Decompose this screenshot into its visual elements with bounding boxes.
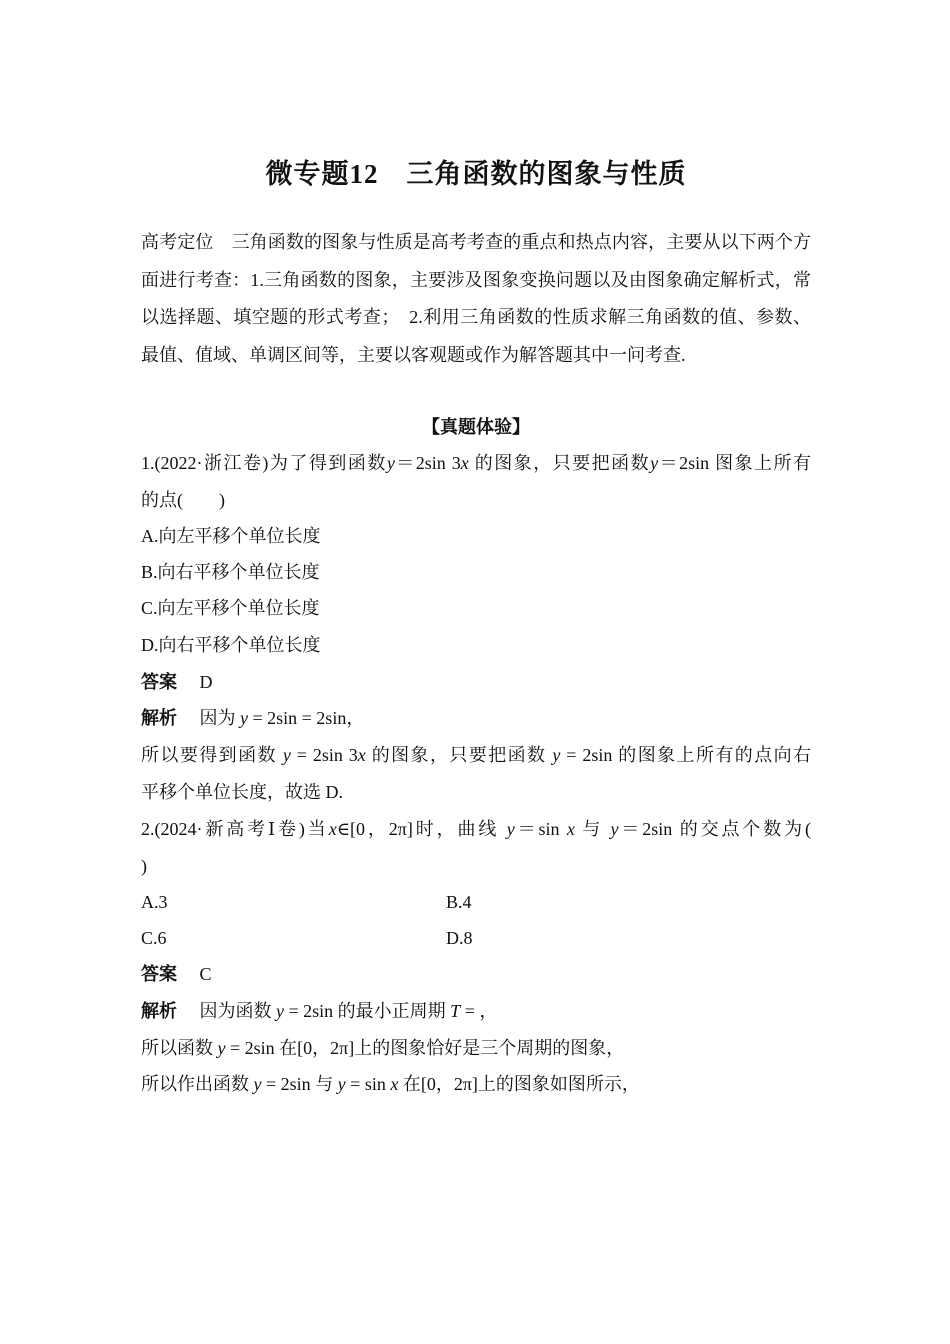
answer-label: 答案 — [141, 672, 177, 692]
q2-analysis-line3: 所以作出函数 y = 2sin 与 y = sin x 在[0，2π]上的图象如图所示， — [141, 1074, 640, 1094]
section-heading: 【真题体验】 — [422, 417, 530, 437]
q2-analysis-line1: 解析 因为函数 y = 2sin 的最小正周期 T = ， — [141, 1001, 498, 1021]
q1-option-b: B.向右平移个单位长度 — [141, 562, 320, 582]
q2-stem-line2: ) — [141, 856, 147, 876]
analysis-label: 解析 — [141, 708, 177, 728]
answer-value: C — [199, 964, 212, 984]
q2-option-b: B.4 — [446, 892, 472, 912]
q1-analysis-line2: 所以要得到函数 y = 2sin 3x 的图象，只要把函数 y = 2sin 的图象上所有的点向右 — [141, 745, 812, 765]
q2-answer — [141, 959, 212, 989]
page-title: 微专题12 三角函数的图象与性质 — [265, 159, 687, 189]
intro-text: 三角函数的图象与性质是高考考查的重点和热点内容，主要从以下两个方面进行考查：1.三角函数的图象，主要涉及图象变换问题以及由图象确定解析式，常以选择题、填空题的形式考查； 2.利用三角函数的性质求解三角函数的值、参数、最值、值域、单调区间等，主要以客观题或作为解答题其中一问考查. — [141, 232, 812, 365]
q2-option-c: C.6 — [141, 928, 167, 948]
q1-analysis-line1: 解析 因为 y = 2sin = 2sin， — [141, 708, 365, 728]
analysis-label: 解析 — [141, 1001, 177, 1021]
q1-stem-line2: 的点( ) — [141, 490, 225, 510]
q2-option-a: A.3 — [141, 892, 168, 912]
q1-option-c: C.向左平移个单位长度 — [141, 598, 320, 618]
q1-stem-line1: 1.(2022·浙江卷)为了得到函数y＝2sin 3x 的图象，只要把函数y＝2sin 图象上所有 — [141, 453, 812, 473]
q1-option-a: A.向左平移个单位长度 — [141, 526, 321, 546]
q2-stem-line1: 2.(2024·新高考Ⅰ卷)当x∈[0，2π]时，曲线 y＝sin x 与 y＝2sin 的交点个数为( — [141, 819, 812, 839]
q2-option-d: D.8 — [446, 928, 473, 948]
intro-paragraph — [141, 224, 811, 374]
intro-label: 高考定位 — [141, 232, 214, 252]
q1-analysis-line3: 平移个单位长度，故选 D. — [141, 782, 343, 802]
answer-value: D — [199, 672, 213, 692]
q1-answer — [141, 667, 213, 697]
q2-analysis-line2: 所以函数 y = 2sin 在[0，2π]上的图象恰好是三个周期的图象， — [141, 1038, 625, 1058]
q1-option-d: D.向右平移个单位长度 — [141, 635, 321, 655]
answer-label: 答案 — [141, 964, 177, 984]
